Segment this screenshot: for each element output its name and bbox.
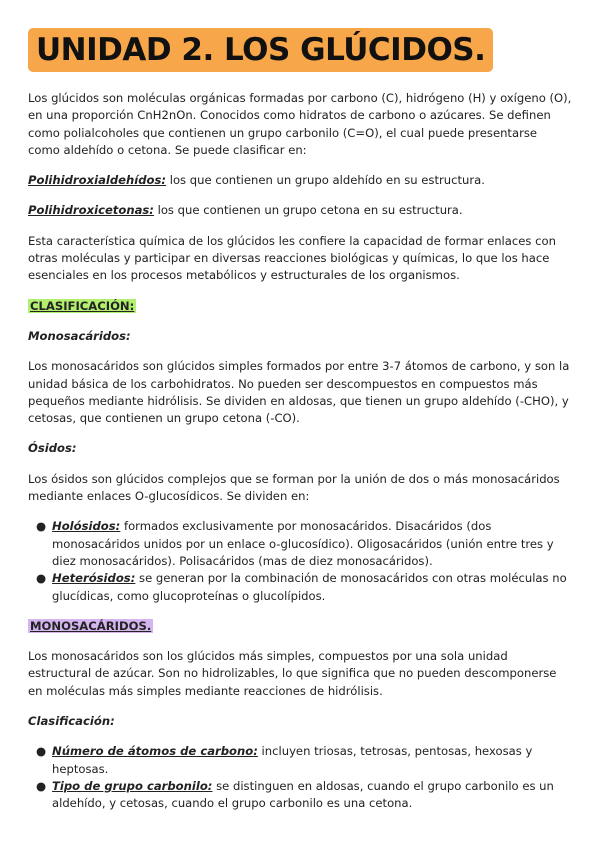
bullet-icon: ●: [36, 519, 47, 534]
list-item: [36, 778, 572, 813]
clasificacion-subheading: Clasificación:: [28, 714, 115, 729]
intro-paragraph: Los glúcidos son moléculas orgánicas formadas por carbono (C), hidrógeno (H) y oxígeno (O), en una proporción CnH2nOn. Conocidos como hidratos de carbono o azúcares. Se definen como polialcoholes que contienen un grupo carbonilo (C=O), el cual puede presentarse como aldehído o cetona. Se puede clasificar en:: [28, 91, 572, 157]
polihidroxicetonas-text: los que contienen un grupo cetona en su estructura.: [153, 203, 463, 218]
osidos-paragraph: Los ósidos son glúcidos complejos que se forman por la unión de dos o más monosacáridos mediante enlaces O-glucosídicos. Se dividen en:: [28, 471, 560, 504]
list-item-text: se distinguen en aldosas, cuando el grupo carbonilo es un aldehído, y cetosas, cuando el grupo carbonilo es una cetona.: [52, 778, 554, 811]
list-item: [36, 570, 572, 605]
monosacaridos-heading: MONOSACÁRIDOS.: [30, 618, 152, 633]
monosacaridos-paragraph: Los monosacáridos son glúcidos simples formados por entre 3-7 átomos de carbono, y son la unidad básica de los carbohidratos. No pueden ser descompuestos en compuestos más pequeños mediante hidrólisis. Se dividen en aldosas, que tienen un grupo aldehído (-CHO), y cetosas, que contienen un grupo cetona (-CO).: [28, 359, 570, 426]
list-item-term: Tipo de grupo carbonilo:: [52, 778, 213, 793]
osidos-subheading: Ósidos:: [28, 441, 77, 456]
osidos-list: [28, 518, 572, 604]
monosacaridos-subheading: Monosacáridos:: [28, 328, 131, 343]
list-item-term: Holósidos:: [52, 519, 121, 534]
list-item-term: Heterósidos:: [52, 571, 136, 586]
clasificacion-list: [28, 743, 572, 812]
clasificacion-heading: CLASIFICACIÓN:: [30, 298, 135, 313]
bullet-icon: ●: [36, 571, 47, 586]
bullet-icon: ●: [36, 744, 47, 759]
caracteristica-paragraph: Esta característica química de los glúcidos les confiere la capacidad de formar enlaces con otras moléculas y participar en diversas reacciones biológicas y químicas, lo que los hace esenciales en los procesos metabólicos y estructurales de los organismos.: [28, 233, 556, 283]
polihidroxicetonas-term: Polihidroxicetonas:: [28, 203, 154, 218]
monosacaridos-intro-paragraph: Los monosacáridos son los glúcidos más simples, compuestos por una sola unidad estructural de azúcar. Son no hidrolizables, lo que significa que no pueden descomponerse en moléculas más simples mediante reacciones de hidrólisis.: [28, 649, 557, 698]
list-item-text: incluyen triosas, tetrosas, pentosas, hexosas y heptosas.: [52, 744, 533, 776]
page-title: UNIDAD 2. LOS GLÚCIDOS.: [28, 28, 493, 72]
monosacaridos-heading-line: [28, 618, 572, 635]
polihidroxialdehidos-term: Polihidroxialdehídos:: [28, 173, 167, 188]
polihidroxialdehidos-paragraph: [28, 172, 572, 189]
list-item: [36, 743, 572, 778]
clasificacion-heading-line: [28, 298, 572, 315]
list-item-text: se generan por la combinación de monosacáridos con otras moléculas no glucídicas, como glucoproteínas o glucolípidos.: [52, 571, 567, 603]
list-item-term: Número de átomos de carbono:: [52, 744, 258, 759]
polihidroxialdehidos-text: los que contienen un grupo aldehído en su estructura.: [166, 173, 485, 188]
polihidroxicetonas-paragraph: [28, 202, 572, 219]
list-item-text: formados exclusivamente por monosacáridos. Disacáridos (dos monosacáridos unidos por un enlace o-glucosídico). Oligosacáridos (unión entre tres y diez monosacáridos). Polisacáridos (mas de diez monosacáridos).: [52, 519, 554, 568]
list-item: [36, 518, 572, 570]
document-page: [28, 28, 572, 813]
bullet-icon: ●: [36, 778, 47, 793]
